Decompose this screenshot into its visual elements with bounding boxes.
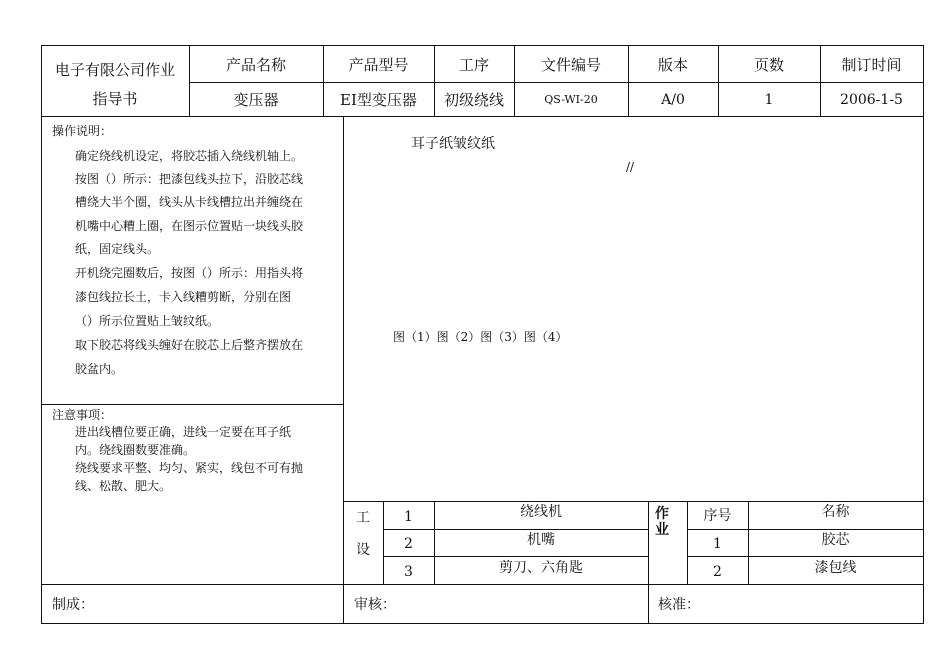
note-line: 绕线要求平整、均匀、紧实，线包不可有抛 bbox=[75, 461, 304, 475]
note-line: 进出线槽位要正确，进线一定要在耳子纸 bbox=[75, 425, 292, 439]
value-product-name: 变压器 bbox=[233, 91, 279, 109]
instruction-line: 纸，固定线头。 bbox=[75, 242, 160, 256]
figure-marks: // bbox=[626, 160, 635, 174]
equipment-no: 3 bbox=[404, 564, 413, 580]
note-line: 内。绕线圈数要准确。 bbox=[75, 443, 196, 457]
instruction-line: （）所示位置贴上皱纹纸。 bbox=[75, 314, 220, 328]
instruction-line: 机嘴中心糟上圈，在图示位置贴一块线头胶 bbox=[75, 219, 304, 233]
equipment-no: 1 bbox=[404, 509, 413, 525]
header-page-count: 页数 bbox=[753, 56, 784, 74]
header-date: 制订时间 bbox=[841, 56, 902, 74]
instruction-line: 开机绕完圈数后，按图（）所示：用指头将 bbox=[75, 266, 304, 280]
instruction-line: 按图（）所示：把漆包线头拉下，沿胶芯线 bbox=[75, 172, 304, 186]
instruction-line: 确定绕线机设定，将胶芯插入绕线机轴上。 bbox=[75, 149, 304, 163]
equipment-label-2: 设 bbox=[356, 542, 370, 558]
instruction-line: 漆包线拉长土，卡入线糟剪断，分别在图 bbox=[75, 290, 292, 304]
document-title-line1: 电子有限公司作业 bbox=[54, 61, 175, 79]
header-product-model: 产品型号 bbox=[348, 56, 409, 74]
value-file-number: QS-WI-20 bbox=[544, 93, 598, 106]
header-process: 工序 bbox=[458, 56, 489, 74]
instruction-line: 槽绕大半个圈，线头从卡线槽拉出并缠绕在 bbox=[75, 195, 304, 209]
figure-caption: 耳子纸皱纹纸 bbox=[411, 136, 495, 152]
materials-no: 2 bbox=[713, 564, 722, 580]
equipment-name: 绕线机 bbox=[520, 504, 562, 520]
equipment-name: 剪刀、六角匙 bbox=[499, 560, 583, 576]
reviewed-by-label: 审核： bbox=[354, 597, 396, 613]
materials-label-2: 业 bbox=[655, 522, 669, 538]
materials-label-1: 作 bbox=[655, 506, 669, 522]
note-line: 线、松散、肥大。 bbox=[75, 479, 172, 493]
value-version: A/0 bbox=[661, 92, 685, 108]
notes-title: 注意事项： bbox=[52, 408, 113, 422]
value-product-model: EI型变压器 bbox=[340, 91, 417, 109]
value-date: 2006-1-5 bbox=[840, 92, 903, 108]
figure-labels: 图（1）图（2）图（3）图（4） bbox=[393, 330, 568, 344]
value-page-count: 1 bbox=[764, 92, 774, 108]
instruction-line: 胶盆内。 bbox=[75, 362, 124, 376]
header-file-number: 文件编号 bbox=[540, 56, 601, 74]
materials-header-no: 序号 bbox=[703, 508, 732, 524]
materials-name: 漆包线 bbox=[814, 560, 857, 576]
equipment-no: 2 bbox=[404, 536, 413, 552]
equipment-name: 机嘴 bbox=[527, 532, 555, 548]
instructions-title: 操作说明： bbox=[52, 124, 113, 138]
equipment-label-1: 工 bbox=[356, 510, 370, 526]
header-product-name: 产品名称 bbox=[225, 56, 286, 74]
value-process: 初级绕线 bbox=[443, 91, 504, 109]
materials-no: 1 bbox=[713, 536, 722, 552]
instruction-line: 取下胶芯将线头缠好在胶芯上后整齐摆放在 bbox=[75, 338, 304, 352]
header-version: 版本 bbox=[657, 56, 688, 74]
made-by-label: 制成： bbox=[52, 597, 94, 613]
document-title-line2: 指导书 bbox=[92, 90, 138, 108]
materials-name: 胶芯 bbox=[821, 532, 850, 548]
approved-by-label: 核准： bbox=[658, 597, 700, 613]
materials-header-name: 名称 bbox=[821, 504, 850, 520]
